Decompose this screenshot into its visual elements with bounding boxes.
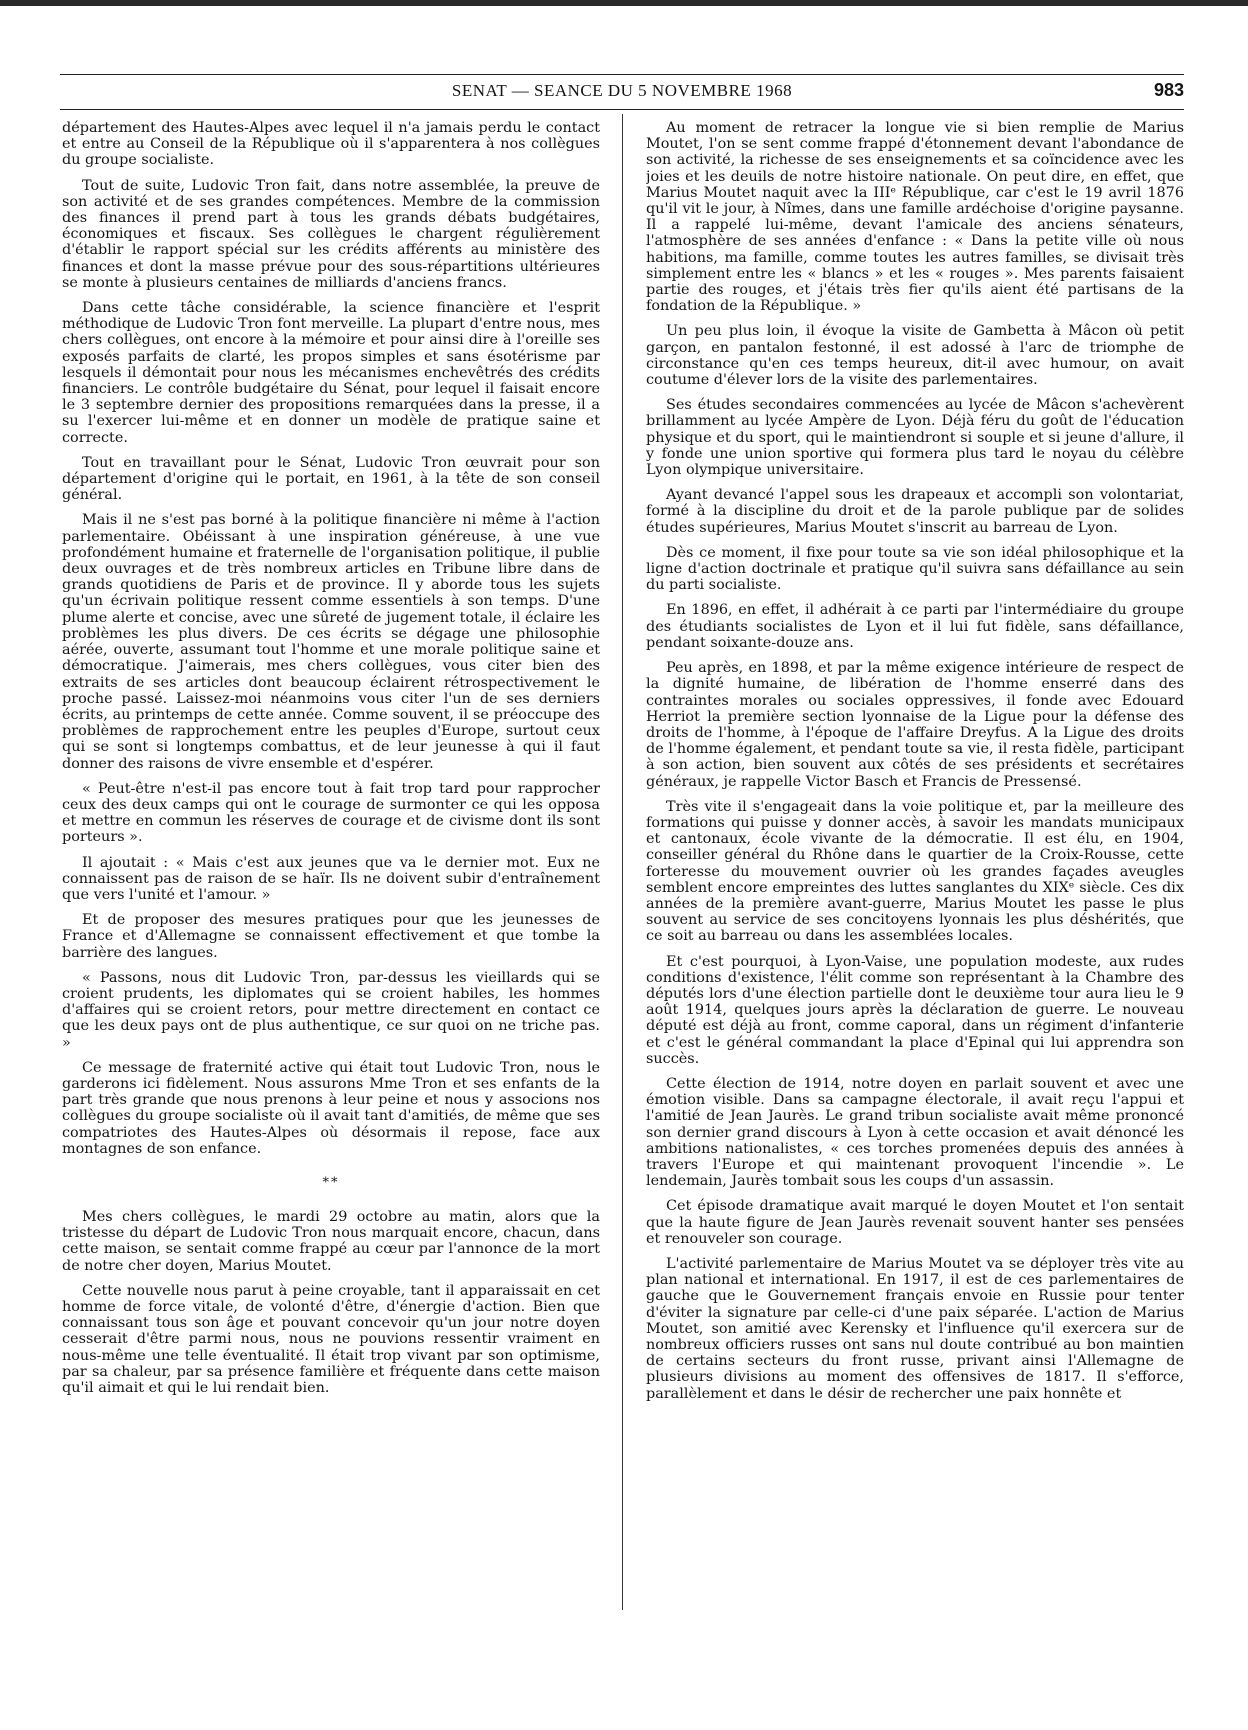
paragraph: Cette élection de 1914, notre doyen en parlait souvent et avec une émotion visible. Dans sa campagne électorale, il avait reçu l'appui et l'amitié de Jean Jaurès. Le grand tribun socialiste avait même prononcé son dernier grand discours à Lyon à cette occasion et avait dénoncé les ambitions nationalistes, « ces torches promenées depuis des années à travers l'Europe et qui maintenant provoquent l'incendie ». Le lendemain, Jaurès tombait sous les coups d'un assassin. <box>646 1075 1184 1190</box>
running-head: SENAT — SEANCE DU 5 NOVEMBRE 1968 <box>451 81 793 100</box>
paragraph: Très vite il s'engageait dans la voie politique et, par la meilleure des formations qui puisse y donner accès, à savoir les mandats municipaux et cantonaux, école vivante de la démocratie. Il est élu, en 1904, conseiller général du Rhône dans le quartier de la Croix-Rousse, cette forteresse du mouvement ouvrier où les grandes façades aveugles semblent encore empreintes des luttes sanglantes du XIXᵉ siècle. Ces dix années de la première avant-guerre, Marius Moutet les passe le plus souvent au service de ses concitoyens lyonnais les plus déshérités, que ce soit au barreau ou dans les assemblées locales. <box>646 798 1184 945</box>
section-asterism: ⁎⁎ <box>322 1170 340 1186</box>
paragraph: Cette nouvelle nous parut à peine croyable, tant il apparaissait en cet homme de force vitale, de volonté d'être, d'énergie d'action. Bien que connaissant tous son âge et pouvant concevoir qu'un jour notre doyen cesserait d'être parmi nous, nous ne pouvions ressentir vraiment en nous-même une telle éventualité. Il était trop vivant par son optimisme, par sa chaleur, par sa présence familière et fréquente dans cette maison qu'il aimait et qui le lui rendait bien. <box>62 1282 600 1397</box>
paragraph: Tout en travaillant pour le Sénat, Ludovic Tron œuvrait pour son département d'origine qui le portait, en 1961, à la tête de son conseil général. <box>62 454 600 504</box>
paragraph: département des Hautes-Alpes avec lequel il n'a jamais perdu le contact et entre au Conseil de la République où il s'apparentera à nos collègues du groupe socialiste. <box>62 120 600 169</box>
paragraph: Mes chers collègues, le mardi 29 octobre au matin, alors que la tristesse du départ de Ludovic Tron nous marquait encore, chacun, dans cette maison, se sentait comme frappé au cœur par l'annonce de la mort de notre cher doyen, Marius Moutet. <box>62 1208 600 1274</box>
paragraph: L'activité parlementaire de Marius Moutet va se déployer très vite au plan national et international. En 1917, il est de ces parlementaires de gauche que le Gouvernement français envoie en Russie pour tenter d'éviter la signature par celle-ci d'une paix séparée. L'action de Marius Moutet, son amitié avec Kerensky et l'influence qu'il exercera sur de nombreux officiers russes ont sans nul doute contribué au bon maintien de certains secteurs du front russe, privant ainsi l'Allemagne de plusieurs divisions au moment des offensives de 1817. Il s'efforce, parallèlement et dans le désir de rechercher une paix honnête et <box>646 1256 1184 1402</box>
paragraph: Et de proposer des mesures pratiques pour que les jeunesses de France et d'Allemagne se connaissent effectivement et que tombe la barrière des langues. <box>62 912 600 961</box>
column-divider <box>622 114 623 1610</box>
paragraph: Tout de suite, Ludovic Tron fait, dans notre assemblée, la preuve de son activité et de ses grandes compétences. Membre de la commission des finances il prend part à tous les grands débats budgétaires, économiques et fiscaux. Ses collègues le chargent régulièrement d'établir le rapport spécial sur les crédits afférents au ministère des finances et dont la masse prévue pour des sous-répartitions ultérieures se monte à plusieurs centaines de milliards d'anciens francs. <box>62 177 600 291</box>
paragraph: Et c'est pourquoi, à Lyon-Vaise, une population modeste, aux rudes conditions d'existence, l'élit comme son représentant à la Chambre des députés lors d'une élection partielle dont le deuxième tour aura lieu le 9 août 1914, quelques jours après la déclaration de guerre. Le nouveau député est déjà au front, comme caporal, dans un régiment d'infanterie et c'est le général commandant la place d'Epinal qui lui apprendra son succès. <box>646 953 1184 1067</box>
paragraph: Un peu plus loin, il évoque la visite de Gambetta à Mâcon où petit garçon, en pantalon festonné, il est adossé à l'arc de triomphe de circonstance qu'en ces temps heureux, dit-il avec humour, on avait coutume d'élever lors de la visite des parlementaires. <box>646 323 1184 389</box>
paragraph: Ses études secondaires commencées au lycée de Mâcon s'achevèrent brillamment au lycée Ampère de Lyon. Déjà féru du goût de l'éducation physique et du sport, qui le maintiendront si souple et si jeune d'allure, il y fonde une union sportive qui formera plus tard le noyau du célèbre Lyon olympique universitaire. <box>646 397 1184 479</box>
quote-paragraph: « Peut-être n'est-il pas encore tout à fait trop tard pour rapprocher ceux des deux camps qui ont le courage de surmonter ce qui les opposa et mettre en commun les réserves de courage et de civisme dont ils sont porteurs ». <box>62 780 600 846</box>
top-border-rule <box>0 0 1248 6</box>
paragraph: Au moment de retracer la longue vie si bien remplie de Marius Moutet, l'on se sent comme frappé d'étonnement devant l'abondance de son activité, la richesse de ses enseignements et sa coïncidence avec les joies et les deuils de notre histoire nationale. On peut dire, en effet, que Marius Moutet naquit avec la IIIᵉ République, car c'est le 19 avril 1876 qu'il vit le jour, à Nîmes, dans une famille ardéchoise d'origine paysanne. Il a rappelé lui-même, devant l'amicale des anciens sénateurs, l'atmosphère de ses années d'enfance : « Dans la petite ville où nous habitions, ma famille, comme toutes les autres familles, se divisait très simplement entre les « blancs » et les « rouges ». Mes parents faisaient partie des rouges, et j'étais très fier qu'ils aient été partisans de la fondation de la République. » <box>646 120 1184 315</box>
paragraph: En 1896, en effet, il adhérait à ce parti par l'intermédiaire du groupe des étudiants socialistes de Lyon et il lui fut fidèle, sans défaillance, pendant soixante-douze ans. <box>646 602 1184 651</box>
page-header <box>60 74 1184 110</box>
paragraph: Ayant devancé l'appel sous les drapeaux et accompli son volontariat, formé à la discipline du droit et de la parole publique par de solides études supérieures, Marius Moutet s'inscrit au barreau de Lyon. <box>646 487 1184 536</box>
paragraph: Ce message de fraternité active qui était tout Ludovic Tron, nous le garderons ici fidèlement. Nous assurons Mme Tron et ses enfants de la part très grande que nous prenons à leur peine et nous y associons nos collègues du groupe socialiste où il avait tant d'amitiés, de même que ses compatriotes des Hautes-Alpes où désormais il repose, face aux montagnes de son enfance. <box>62 1059 600 1157</box>
page-number: 983 <box>1153 80 1184 100</box>
paragraph: Mais il ne s'est pas borné à la politique financière ni même à l'action parlementaire. Obéissant à une inspiration généreuse, à une vue profondément humaine et fraternelle de l'organisation politique, il publie deux ouvrages et de très nombreux articles en Tribune libre dans de grands quotidiens de Paris et de province. Il y aborde tous les sujets qu'un écrivain politique ressent comme essentiels à son temps. D'une plume alerte et concise, avec une sûreté de jugement totale, il éclaire les problèmes les plus divers. De ces écrits se dégage une philosophie aérée, ouverte, assumant tout l'homme et une morale politique saine et démocratique. J'aimerais, mes chers collègues, vous citer bien des extraits de ses articles dont beaucoup éclairent rétrospectivement le proche passé. Laissez-moi néanmoins vous citer l'un de ses derniers écrits, au printemps de cette année. Comme souvent, il se préoccupe des problèmes de rapprochement entre les peuples d'Europe, surtout ceux qui se sont si longtemps combattus, et de leur jeunesse à qui il faut donner des raisons de vivre ensemble et d'espérer. <box>62 512 600 772</box>
left-column <box>62 120 600 1710</box>
paragraph: Cet épisode dramatique avait marqué le doyen Moutet et l'on sentait que la haute figure de Jean Jaurès revenait souvent hanter ses pensées et renouveler son courage. <box>646 1198 1184 1247</box>
paragraph: Peu après, en 1898, et par la même exigence intérieure de respect de la dignité humaine, de libération de l'homme enserré dans des contraintes morales ou sociales oppressives, il fonde avec Edouard Herriot la première section lyonnaise de la Ligue pour la défense des droits de l'homme, à l'époque de l'affaire Dreyfus. A la Ligue des droits de l'homme également, et pendant toute sa vie, il resta fidèle, participant à son action, bien souvent aux côtés de ses présidents et secrétaires généraux, je rappelle Victor Basch et Francis de Pressensé. <box>646 660 1184 790</box>
quote-paragraph: « Passons, nous dit Ludovic Tron, par-dessus les vieillards qui se croient prudents, les diplomates qui se croient habiles, les hommes d'affaires qui se croient retors, pour mettre directement en contact ce que les deux pays ont de plus authentique, ce sur quoi on ne triche pas. » <box>62 969 600 1051</box>
paragraph: Dès ce moment, il fixe pour toute sa vie son idéal philosophique et la ligne d'action doctrinale et pratique qu'il suivra sans défaillance au sein du parti socialiste. <box>646 544 1184 594</box>
right-column <box>646 120 1184 1710</box>
paragraph: Il ajoutait : « Mais c'est aux jeunes que va le dernier mot. Eux ne connaissent pas de raison de se haïr. Ils ne doivent subir d'entraînement que vers l'unité et l'amour. » <box>62 854 600 903</box>
paragraph: Dans cette tâche considérable, la science financière et l'esprit méthodique de Ludovic Tron font merveille. La plupart d'entre nous, mes chers collègues, ont encore à la mémoire et pour ainsi dire à l'oreille ses exposés parfaits de clarté, les propos simples et sans ésotérisme par lesquels il démontait pour nous les mécanismes enchevêtrés des crédits financiers. Le contrôle budgétaire du Sénat, pour lequel il faisait encore le 3 septembre dernier des propositions remarquées dans la presse, il a su l'exercer lui-même et en donner un modèle de pratique saine et correcte. <box>62 300 600 446</box>
